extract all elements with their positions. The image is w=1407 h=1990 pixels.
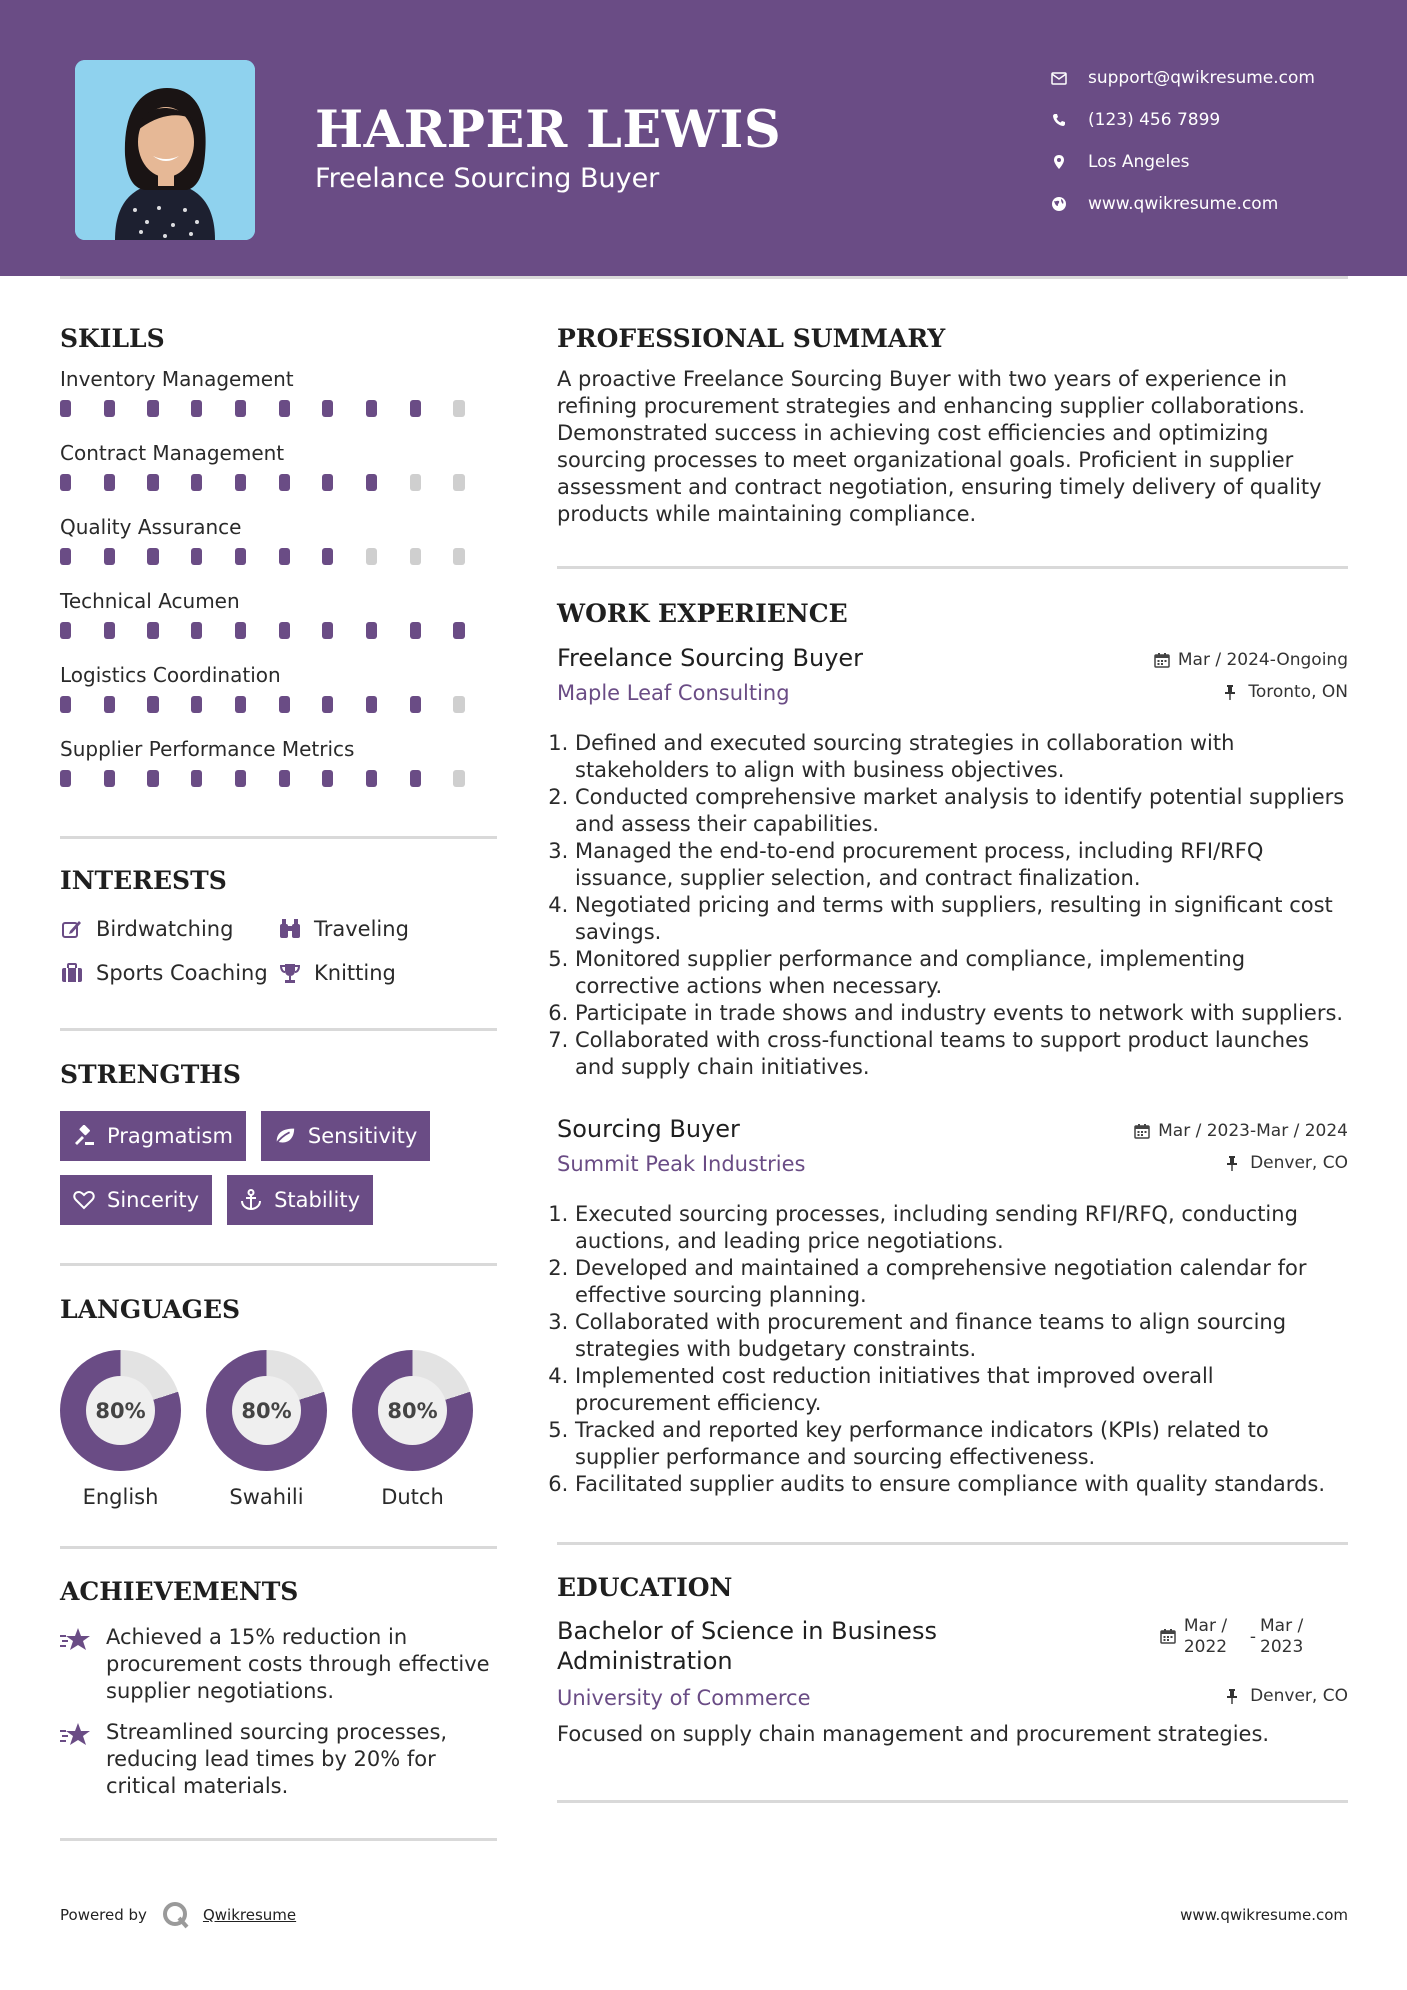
- candidate-name: HARPER LEWIS: [315, 100, 782, 160]
- rating-dot-empty: [453, 474, 464, 491]
- skill-item: [60, 589, 497, 663]
- rating-dot-filled: [235, 548, 246, 565]
- rating-dot-filled: [279, 548, 290, 565]
- rating-dot-filled: [410, 622, 421, 639]
- rating-dot-filled: [60, 474, 71, 491]
- job-company: Summit Peak Industries: [557, 1152, 806, 1176]
- edit-icon: [60, 917, 84, 941]
- job-bullet: 1. Defined and executed sourcing strategies in collaboration with stakeholders to align with business objectives.: [575, 730, 1348, 784]
- achievement-item: [60, 1719, 497, 1800]
- rating-dot-filled: [191, 400, 202, 417]
- powered-by-label: Powered by: [60, 1906, 147, 1924]
- education-entry: [557, 1616, 1348, 1766]
- job-header: [557, 644, 1348, 718]
- rating-dot-filled: [191, 548, 202, 565]
- strength-label: Sensitivity: [307, 1124, 418, 1148]
- rating-dot-filled: [366, 474, 377, 491]
- rating-dot-filled: [322, 548, 333, 565]
- contact-email[interactable]: [1050, 57, 1380, 99]
- gavel-icon: [73, 1125, 95, 1147]
- interest-label: Birdwatching: [96, 917, 234, 941]
- brand-link[interactable]: Qwikresume: [202, 1906, 297, 1924]
- language-percent: 80%: [232, 1376, 301, 1445]
- interest-label: Knitting: [314, 961, 396, 985]
- education-dates: [1160, 1616, 1308, 1658]
- interest-item: [60, 961, 278, 985]
- experience-title: WORK EXPERIENCE: [557, 599, 848, 628]
- skill-name: Technical Acumen: [60, 589, 240, 613]
- rating-dot-filled: [60, 770, 71, 787]
- interests-list: [60, 917, 497, 985]
- header-divider: [60, 276, 1348, 279]
- header-banner: [0, 0, 1407, 276]
- languages-section: [60, 1295, 497, 1509]
- rating-dot-filled: [191, 474, 202, 491]
- rating-dot-filled: [366, 696, 377, 713]
- languages-title: LANGUAGES: [60, 1295, 241, 1324]
- rating-dot-filled: [104, 696, 115, 713]
- skill-rating: [60, 544, 497, 589]
- strength-chip: [60, 1175, 212, 1225]
- education-location: [1226, 1686, 1348, 1706]
- job-bullet: 2. Developed and maintained a comprehensive negotiation calendar for effective sourcing planning.: [575, 1255, 1348, 1309]
- rating-dot-filled: [235, 622, 246, 639]
- strength-label: Pragmatism: [107, 1124, 233, 1148]
- job-bullet: 1. Executed sourcing processes, including sending RFI/RFQ, conducting auctions, and leading price negotiations.: [575, 1201, 1348, 1255]
- language-item: [60, 1350, 181, 1509]
- job-company: Maple Leaf Consulting: [557, 681, 790, 705]
- job-entry: [557, 644, 1348, 1081]
- rating-dot-filled: [279, 400, 290, 417]
- contact-location: [1050, 141, 1380, 183]
- strength-chip: [60, 1111, 246, 1161]
- map-pin-icon: [1050, 153, 1068, 171]
- job-entry: [557, 1115, 1348, 1498]
- rating-dot-filled: [366, 400, 377, 417]
- skill-rating: [60, 766, 497, 811]
- rating-dot-filled: [410, 770, 421, 787]
- job-dates-text: Mar / 2023-Mar / 2024: [1158, 1121, 1348, 1141]
- rating-dot-filled: [147, 770, 158, 787]
- rating-dot-filled: [191, 622, 202, 639]
- contact-email-text: support@qwikresume.com: [1088, 68, 1315, 88]
- rating-dot-filled: [104, 770, 115, 787]
- skill-item: [60, 441, 497, 515]
- strength-chip: [227, 1175, 373, 1225]
- qwikresume-logo-icon: [161, 1900, 191, 1930]
- job-bullet: 4. Implemented cost reduction initiatives that improved overall procurement efficiency.: [575, 1363, 1348, 1417]
- envelope-icon: [1050, 69, 1068, 87]
- skill-name: Logistics Coordination: [60, 663, 281, 687]
- divider: [557, 1542, 1348, 1545]
- leaf-icon: [274, 1125, 296, 1147]
- rating-dot-filled: [279, 474, 290, 491]
- job-bullet: 4. Negotiated pricing and terms with suppliers, resulting in significant cost savings.: [575, 892, 1348, 946]
- contact-website-text: www.qwikresume.com: [1088, 194, 1279, 214]
- achievements-title: ACHIEVEMENTS: [60, 1577, 299, 1606]
- job-bullet: 2. Conducted comprehensive market analysis to identify potential suppliers and assess their capabilities.: [575, 784, 1348, 838]
- skill-name: Inventory Management: [60, 367, 294, 391]
- job-location-text: Toronto, ON: [1248, 682, 1348, 702]
- date-separator: -: [1249, 1627, 1256, 1647]
- rating-dot-filled: [322, 696, 333, 713]
- calendar-icon: [1134, 1123, 1150, 1139]
- job-role: Freelance Sourcing Buyer: [557, 644, 864, 672]
- divider: [557, 566, 1348, 569]
- education-title: EDUCATION: [557, 1573, 733, 1602]
- rating-dot-filled: [410, 400, 421, 417]
- interests-title: INTERESTS: [60, 866, 227, 895]
- calendar-icon: [1154, 652, 1170, 668]
- rating-dot-filled: [60, 622, 71, 639]
- globe-icon: [1050, 195, 1068, 213]
- rating-dot-filled: [322, 622, 333, 639]
- rating-dot-empty: [453, 548, 464, 565]
- job-bullet: 3. Managed the end-to-end procurement process, including RFI/RFQ issuance, supplier selection, and contract finalization.: [575, 838, 1348, 892]
- language-percent: 80%: [86, 1376, 155, 1445]
- rating-dot-filled: [279, 696, 290, 713]
- pushpin-icon: [1224, 684, 1240, 700]
- rating-dot-filled: [235, 474, 246, 491]
- interest-label: Sports Coaching: [96, 961, 268, 985]
- job-header: [557, 1115, 1348, 1189]
- heart-icon: [73, 1189, 95, 1211]
- skill-rating: [60, 396, 497, 441]
- footer-website[interactable]: www.qwikresume.com: [1180, 1906, 1348, 1924]
- rating-dot-filled: [147, 474, 158, 491]
- skills-title: SKILLS: [60, 324, 165, 353]
- job-dates: [1134, 1121, 1348, 1141]
- rating-dot-filled: [235, 696, 246, 713]
- job-role: Sourcing Buyer: [557, 1115, 740, 1143]
- star-icon: [60, 1624, 92, 1656]
- education-school: University of Commerce: [557, 1686, 811, 1710]
- summary-section: [557, 324, 1348, 528]
- achievement-item: [60, 1624, 497, 1705]
- rating-dot-filled: [191, 696, 202, 713]
- divider: [60, 1838, 497, 1841]
- language-item: [352, 1350, 473, 1509]
- strengths-section: [60, 1060, 497, 1225]
- education-end: Mar / 2023: [1260, 1616, 1304, 1657]
- job-bullet: 5. Monitored supplier performance and compliance, implementing corrective actions when necessary.: [575, 946, 1348, 1000]
- education-description: Focused on supply chain management and procurement strategies.: [557, 1722, 1270, 1746]
- experience-section: [557, 599, 1348, 1498]
- calendar-icon: [1160, 1628, 1176, 1644]
- job-bullet: 6. Participate in trade shows and industry events to network with suppliers.: [575, 1000, 1348, 1027]
- rating-dot-empty: [410, 548, 421, 565]
- rating-dot-empty: [366, 548, 377, 565]
- language-name: English: [82, 1485, 159, 1509]
- strength-label: Stability: [274, 1188, 361, 1212]
- pushpin-icon: [1226, 1688, 1242, 1704]
- skill-item: [60, 515, 497, 589]
- rating-dot-filled: [235, 770, 246, 787]
- interest-item: [60, 917, 278, 941]
- rating-dot-filled: [60, 696, 71, 713]
- language-item: [206, 1350, 327, 1509]
- language-percent: 80%: [378, 1376, 447, 1445]
- interest-item: [278, 961, 478, 985]
- rating-dot-filled: [279, 770, 290, 787]
- rating-dot-filled: [104, 622, 115, 639]
- contact-phone-text: (123) 456 7899: [1088, 110, 1221, 130]
- rating-dot-filled: [322, 770, 333, 787]
- job-bullet: 7. Collaborated with cross-functional teams to support product launches and supply chain initiatives.: [575, 1027, 1348, 1081]
- binoculars-icon: [278, 917, 302, 941]
- rating-dot-filled: [147, 622, 158, 639]
- language-ring: [60, 1350, 181, 1471]
- job-location: [1226, 1153, 1348, 1173]
- pushpin-icon: [1226, 1155, 1242, 1171]
- divider: [60, 836, 497, 839]
- interest-item: [278, 917, 478, 941]
- skill-rating: [60, 618, 497, 663]
- rating-dot-filled: [366, 770, 377, 787]
- education-start: Mar / 2022: [1183, 1616, 1228, 1657]
- rating-dot-filled: [191, 770, 202, 787]
- interests-section: [60, 866, 497, 985]
- job-location: [1224, 682, 1348, 702]
- contact-website[interactable]: [1050, 183, 1380, 225]
- skills-section: [60, 324, 497, 811]
- language-ring: [352, 1350, 473, 1471]
- rating-dot-filled: [60, 400, 71, 417]
- interest-label: Traveling: [314, 917, 409, 941]
- skill-name: Contract Management: [60, 441, 285, 465]
- trophy-icon: [278, 961, 302, 985]
- footer-powered-by: [60, 1900, 296, 1930]
- divider: [60, 1546, 497, 1549]
- language-name: Dutch: [381, 1485, 444, 1509]
- phone-icon: [1050, 111, 1068, 129]
- rating-dot-filled: [104, 474, 115, 491]
- education-degree: Bachelor of Science in Business Administration: [557, 1617, 937, 1675]
- strengths-title: STRENGTHS: [60, 1060, 241, 1089]
- skill-rating: [60, 470, 497, 515]
- contact-location-text: Los Angeles: [1088, 152, 1190, 172]
- candidate-title: Freelance Sourcing Buyer: [315, 163, 660, 194]
- skill-name: Supplier Performance Metrics: [60, 737, 355, 761]
- job-bullet: 3. Collaborated with procurement and finance teams to align sourcing strategies with budgetary constraints.: [575, 1309, 1348, 1363]
- summary-text: A proactive Freelance Sourcing Buyer with two years of experience in refining procurement strategies and enhancing supplier collaborations. Demonstrated success in achieving cost efficiencies and optimizing sourcing processes to meet organizational goals. Proficient in supplier assessment and contract negotiation, ensuring timely delivery of quality products while maintaining compliance.: [557, 367, 1322, 526]
- job-dates-text: Mar / 2024-Ongoing: [1177, 650, 1348, 670]
- rating-dot-filled: [104, 400, 115, 417]
- education-location-text: Denver, CO: [1250, 1686, 1348, 1706]
- summary-title: PROFESSIONAL SUMMARY: [557, 324, 946, 353]
- profile-photo: [75, 60, 255, 240]
- education-section: [557, 1573, 1348, 1766]
- job-location-text: Denver, CO: [1250, 1153, 1348, 1173]
- job-bullets: [557, 1201, 1348, 1498]
- divider: [60, 1263, 497, 1266]
- skills-list: [60, 367, 497, 811]
- rating-dot-empty: [453, 400, 464, 417]
- star-icon: [60, 1719, 92, 1751]
- achievements-section: [60, 1577, 497, 1800]
- rating-dot-filled: [453, 622, 464, 639]
- rating-dot-filled: [410, 696, 421, 713]
- rating-dot-filled: [235, 400, 246, 417]
- achievement-text: Streamlined sourcing processes, reducing lead times by 20% for critical materials.: [106, 1720, 448, 1798]
- divider: [557, 1800, 1348, 1803]
- skill-item: [60, 737, 497, 811]
- achievement-text: Achieved a 15% reduction in procurement costs through effective supplier negotiations.: [106, 1625, 490, 1703]
- rating-dot-filled: [279, 622, 290, 639]
- contact-phone[interactable]: [1050, 99, 1380, 141]
- strength-chip: [261, 1111, 430, 1161]
- contact-list: [1050, 57, 1380, 225]
- rating-dot-filled: [366, 622, 377, 639]
- job-bullet: 5. Tracked and reported key performance indicators (KPIs) related to supplier performance and sourcing effectiveness.: [575, 1417, 1348, 1471]
- rating-dot-filled: [147, 548, 158, 565]
- strengths-list: [60, 1111, 497, 1225]
- rating-dot-empty: [410, 474, 421, 491]
- strength-label: Sincerity: [107, 1188, 200, 1212]
- rating-dot-empty: [453, 696, 464, 713]
- skill-item: [60, 367, 497, 441]
- suitcase-icon: [60, 961, 84, 985]
- rating-dot-filled: [60, 548, 71, 565]
- divider: [60, 1028, 497, 1031]
- language-name: Swahili: [229, 1485, 304, 1509]
- rating-dot-filled: [104, 548, 115, 565]
- rating-dot-filled: [147, 400, 158, 417]
- job-bullets: [557, 730, 1348, 1081]
- languages-list: [60, 1350, 497, 1509]
- rating-dot-filled: [322, 474, 333, 491]
- language-ring: [206, 1350, 327, 1471]
- rating-dot-empty: [453, 770, 464, 787]
- job-bullet: 6. Facilitated supplier audits to ensure compliance with quality standards.: [575, 1471, 1348, 1498]
- rating-dot-filled: [322, 400, 333, 417]
- skill-name: Quality Assurance: [60, 515, 242, 539]
- skill-item: [60, 663, 497, 737]
- skill-rating: [60, 692, 497, 737]
- rating-dot-filled: [147, 696, 158, 713]
- job-dates: [1154, 650, 1348, 670]
- anchor-icon: [240, 1189, 262, 1211]
